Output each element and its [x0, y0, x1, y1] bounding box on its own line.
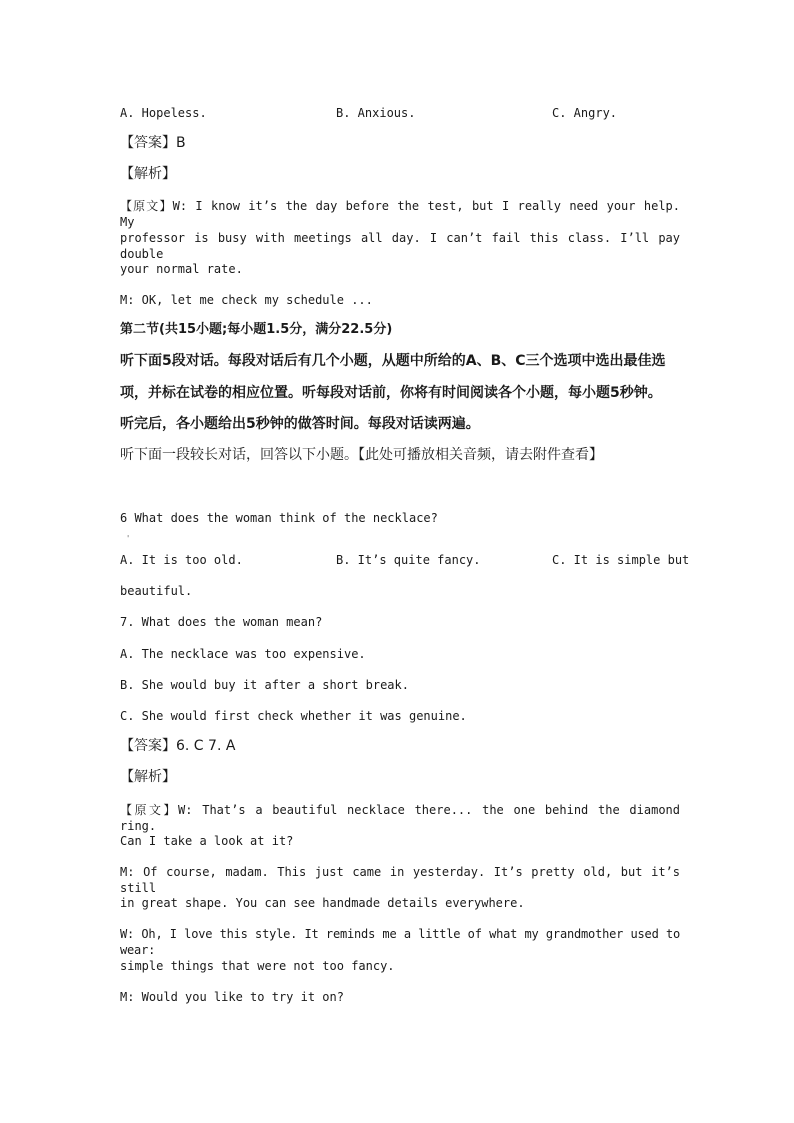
q5-analysis-label: 【解析】 [120, 166, 176, 182]
q5-transcript-line-1: 【原文】W: I know it’s the day before the test, but I really need your help. My [120, 199, 680, 229]
answers-67-transcript-line-6: simple things that were not too fancy. [120, 959, 395, 973]
answers-67-transcript-line-1: 【原文】W: That’s a beautiful necklace there... the one behind the diamond ring. [120, 803, 680, 833]
answers-67-transcript-line-7: M: Would you like to try it on? [120, 990, 344, 1004]
section2-instructions-1: 听下面5段对话。每段对话后有几个小题，从题中所给的A、B、C三个选项中选出最佳选 [120, 353, 666, 369]
answers-67-transcript-line-2: Can I take a look at it? [120, 834, 294, 848]
q5-option-b: B. Anxious. [336, 106, 416, 120]
answers-67-label: 【答案】6. C 7. A [120, 738, 236, 754]
answers-67-transcript-line-3: M: Of course, madam. This just came in yesterday. It’s pretty old, but it’s still [120, 865, 680, 895]
q7-question: 7. What does the woman mean? [120, 615, 323, 629]
q6-option-a: A. It is too old. [120, 553, 243, 567]
q5-transcript-line-2: professor is busy with meetings all day. I can’t fail this class. I’ll pay double [120, 231, 680, 261]
q5-transcript-line-4: M: OK, let me check my schedule ... [120, 293, 373, 307]
answers-67-transcript-line-5: W: Oh, I love this style. It reminds me a little of what my grandmother used to wear: [120, 927, 680, 957]
q7-option-b: B. She would buy it after a short break. [120, 678, 409, 692]
q5-option-c: C. Angry. [552, 106, 618, 120]
section2-listen-note: 听下面一段较长对话，回答以下小题。【此处可播放相关音频，请去附件查看】 [120, 447, 603, 463]
q7-option-c: C. She would first check whether it was genuine. [120, 709, 467, 723]
section2-title: 第二节(共15小题;每小题1.5分，满分22.5分) [120, 322, 393, 337]
section2-instructions-2: 项，并标在试卷的相应位置。听每段对话前，你将有时间阅读各个小题，每小题5秒钟。 [120, 385, 662, 401]
answers-67-analysis-label: 【解析】 [120, 769, 176, 785]
q6-option-b: B. It’s quite fancy. [336, 553, 481, 567]
q6-option-c-continuation: beautiful. [120, 584, 193, 598]
q6-option-c: C. It is simple but [552, 553, 690, 567]
stray-mark: ' [127, 534, 130, 543]
section2-instructions-3: 听完后，各小题给出5秒钟的做答时间。每段对话读两遍。 [120, 416, 480, 432]
q5-option-a: A. Hopeless. [120, 106, 207, 120]
q7-option-a: A. The necklace was too expensive. [120, 647, 366, 661]
q6-question: 6 What does the woman think of the necklace? [120, 511, 438, 525]
q5-answer: 【答案】B [120, 135, 186, 151]
answers-67-transcript-line-4: in great shape. You can see handmade details everywhere. [120, 896, 525, 910]
q5-transcript-line-3: your normal rate. [120, 262, 243, 276]
